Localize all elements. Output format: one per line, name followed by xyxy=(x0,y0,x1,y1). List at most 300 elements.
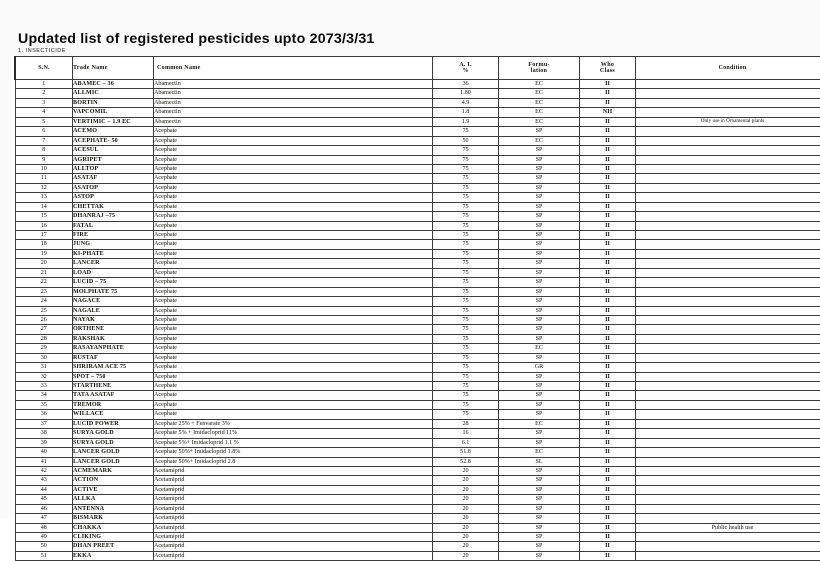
cell-sn xyxy=(15,183,73,192)
cell-sn xyxy=(15,249,73,258)
cell-common-name xyxy=(154,259,433,268)
table-row xyxy=(15,495,820,504)
cell-trade-name-text: NAYAK xyxy=(73,317,153,323)
cell-sn xyxy=(15,202,73,211)
cell-active-ingredient xyxy=(433,231,499,240)
cell-sn-text: 14 xyxy=(16,204,73,210)
cell-trade-name xyxy=(73,287,154,296)
column-header-ai-label: A. I. xyxy=(459,62,472,68)
cell-who-class-text: II xyxy=(580,175,635,181)
cell-condition xyxy=(636,268,820,277)
cell-trade-name xyxy=(73,202,154,211)
cell-formulation xyxy=(499,221,580,230)
cell-active-ingredient xyxy=(433,353,499,362)
table-row xyxy=(15,410,820,419)
cell-who-class xyxy=(580,514,636,523)
cell-sn-text: 39 xyxy=(16,440,73,446)
cell-common-name xyxy=(154,183,433,192)
cell-who-class-text: II xyxy=(580,459,635,465)
cell-active-ingredient-text: 75 xyxy=(433,157,498,163)
cell-sn xyxy=(15,410,73,419)
cell-common-name xyxy=(154,221,433,230)
cell-trade-name xyxy=(73,278,154,287)
cell-who-class-text: II xyxy=(580,506,635,512)
table-row xyxy=(15,249,820,258)
cell-active-ingredient xyxy=(433,400,499,409)
cell-sn-text: 28 xyxy=(16,336,73,342)
cell-trade-name-text: ACEPHATE- 50 xyxy=(73,138,153,144)
cell-formulation xyxy=(499,249,580,258)
cell-trade-name xyxy=(73,174,154,183)
cell-formulation-text: SP xyxy=(536,260,543,266)
column-header-common-name-label: Common Name xyxy=(157,65,201,71)
cell-formulation xyxy=(499,391,580,400)
table-row xyxy=(15,466,820,475)
cell-who-class-text: II xyxy=(580,147,635,153)
cell-formulation xyxy=(499,155,580,164)
cell-trade-name xyxy=(73,448,154,457)
cell-who-class-text: II xyxy=(580,336,635,342)
cell-condition xyxy=(636,164,820,173)
cell-sn-text: 3 xyxy=(16,100,73,106)
cell-trade-name-text: FATAL xyxy=(73,223,153,229)
cell-common-name xyxy=(154,485,433,494)
cell-trade-name xyxy=(73,136,154,145)
cell-sn-text: 43 xyxy=(16,477,73,483)
cell-who-class-text: II xyxy=(580,90,635,96)
cell-common-name-text: Acetamiprid xyxy=(154,534,432,540)
cell-formulation-text: SP xyxy=(536,157,543,163)
cell-active-ingredient xyxy=(433,457,499,466)
cell-active-ingredient-text: 20 xyxy=(433,534,498,540)
cell-formulation xyxy=(499,504,580,513)
cell-who-class xyxy=(580,183,636,192)
cell-active-ingredient xyxy=(433,240,499,249)
cell-who-class xyxy=(580,146,636,155)
cell-common-name xyxy=(154,146,433,155)
cell-common-name-text: Acetamiprid xyxy=(154,515,432,521)
cell-active-ingredient-text: 20 xyxy=(433,553,498,559)
cell-condition xyxy=(636,334,820,343)
cell-formulation xyxy=(499,89,580,98)
cell-trade-name xyxy=(73,514,154,523)
cell-condition xyxy=(636,297,820,306)
cell-condition xyxy=(636,108,820,117)
cell-sn-text: 32 xyxy=(16,374,73,380)
cell-who-class-text: II xyxy=(580,421,635,427)
cell-trade-name xyxy=(73,259,154,268)
cell-trade-name xyxy=(73,542,154,551)
table-row xyxy=(15,287,820,296)
cell-formulation xyxy=(499,514,580,523)
cell-sn xyxy=(15,212,73,221)
cell-sn xyxy=(15,363,73,372)
cell-sn xyxy=(15,448,73,457)
cell-active-ingredient-text: 75 xyxy=(433,251,498,257)
cell-active-ingredient xyxy=(433,334,499,343)
cell-trade-name xyxy=(73,89,154,98)
cell-who-class-text: II xyxy=(580,449,635,455)
cell-sn-text: 9 xyxy=(16,157,73,163)
cell-active-ingredient xyxy=(433,344,499,353)
cell-who-class xyxy=(580,400,636,409)
cell-common-name-text: Acephate xyxy=(154,128,432,134)
cell-sn-text: 36 xyxy=(16,411,73,417)
cell-formulation-text: SP xyxy=(536,289,543,295)
table-body xyxy=(15,80,820,561)
cell-trade-name xyxy=(73,485,154,494)
cell-formulation-text: EC xyxy=(535,81,543,87)
cell-who-class-text: II xyxy=(580,440,635,446)
cell-sn-text: 47 xyxy=(16,515,73,521)
cell-sn-text: 37 xyxy=(16,421,73,427)
cell-sn-text: 11 xyxy=(16,175,73,181)
cell-condition xyxy=(636,98,820,107)
table-row xyxy=(15,212,820,221)
cell-common-name-text: Acephate xyxy=(154,364,432,370)
cell-active-ingredient-text: 51.8 xyxy=(433,449,498,455)
cell-common-name-text: Acephate 5% + Imidacloprid 11% xyxy=(154,430,432,436)
cell-common-name-text: Acephate xyxy=(154,194,432,200)
cell-common-name xyxy=(154,127,433,136)
cell-trade-name-text: BISMARK xyxy=(73,515,153,521)
cell-who-class-text: II xyxy=(580,251,635,257)
cell-who-class-text: II xyxy=(580,477,635,483)
cell-trade-name-text: SHRIRAM ACE 75 xyxy=(73,364,153,370)
cell-formulation-text: SP xyxy=(536,506,543,512)
cell-sn xyxy=(15,551,73,560)
cell-active-ingredient xyxy=(433,542,499,551)
cell-sn xyxy=(15,542,73,551)
table-row xyxy=(15,80,820,89)
cell-trade-name-text: ORTHENE xyxy=(73,326,153,332)
cell-formulation-text: SP xyxy=(536,308,543,314)
cell-trade-name-text: SURYA GOLD xyxy=(73,440,153,446)
cell-sn xyxy=(15,231,73,240)
cell-who-class xyxy=(580,98,636,107)
cell-active-ingredient xyxy=(433,315,499,324)
cell-who-class xyxy=(580,89,636,98)
cell-sn-text: 51 xyxy=(16,553,73,559)
cell-sn xyxy=(15,221,73,230)
cell-active-ingredient-text: 75 xyxy=(433,345,498,351)
cell-trade-name-text: SURYA GOLD xyxy=(73,430,153,436)
cell-condition xyxy=(636,372,820,381)
column-header-condition xyxy=(636,57,820,80)
pesticides-table-container xyxy=(14,56,818,561)
cell-trade-name-text: VERTIMIC – 1.9 EC xyxy=(73,119,153,125)
cell-formulation-text: EC xyxy=(535,90,543,96)
cell-common-name xyxy=(154,448,433,457)
cell-trade-name xyxy=(73,382,154,391)
cell-who-class-text: II xyxy=(580,223,635,229)
cell-active-ingredient xyxy=(433,98,499,107)
cell-formulation xyxy=(499,306,580,315)
cell-formulation xyxy=(499,117,580,126)
cell-trade-name-text: LANCER GOLD xyxy=(73,459,153,465)
cell-formulation xyxy=(499,164,580,173)
cell-condition xyxy=(636,429,820,438)
cell-common-name-text: Acephate xyxy=(154,223,432,229)
cell-trade-name-text: LANCER xyxy=(73,260,153,266)
cell-trade-name-text: EKKA xyxy=(73,553,153,559)
cell-trade-name-text: CHETTAK xyxy=(73,204,153,210)
cell-formulation-text: SP xyxy=(536,515,543,521)
table-row xyxy=(15,146,820,155)
cell-active-ingredient-text: 75 xyxy=(433,213,498,219)
cell-active-ingredient-text: 20 xyxy=(433,515,498,521)
cell-common-name-text: Acetamiprid xyxy=(154,487,432,493)
cell-active-ingredient xyxy=(433,297,499,306)
cell-who-class xyxy=(580,212,636,221)
cell-formulation-text: SP xyxy=(536,553,543,559)
table-row xyxy=(15,268,820,277)
cell-who-class-text: II xyxy=(580,487,635,493)
cell-condition xyxy=(636,382,820,391)
cell-sn xyxy=(15,193,73,202)
table-row xyxy=(15,419,820,428)
cell-active-ingredient-text: 20 xyxy=(433,525,498,531)
cell-formulation xyxy=(499,136,580,145)
cell-trade-name-text: MOLPHATE 75 xyxy=(73,289,153,295)
cell-active-ingredient-text: 20 xyxy=(433,468,498,474)
cell-who-class xyxy=(580,297,636,306)
cell-who-class-text: II xyxy=(580,204,635,210)
cell-trade-name xyxy=(73,315,154,324)
cell-formulation xyxy=(499,523,580,532)
cell-trade-name-text: FIRE xyxy=(73,232,153,238)
cell-sn-text: 7 xyxy=(16,138,73,144)
cell-sn xyxy=(15,523,73,532)
cell-who-class xyxy=(580,268,636,277)
cell-who-class xyxy=(580,485,636,494)
table-row xyxy=(15,174,820,183)
cell-who-class-text: II xyxy=(580,241,635,247)
cell-active-ingredient-text: 28 xyxy=(433,421,498,427)
cell-common-name xyxy=(154,514,433,523)
cell-common-name xyxy=(154,89,433,98)
cell-active-ingredient-text: 20 xyxy=(433,506,498,512)
cell-sn xyxy=(15,108,73,117)
table-row xyxy=(15,155,820,164)
cell-active-ingredient-text: 6.1 xyxy=(433,440,498,446)
cell-active-ingredient-text: 75 xyxy=(433,128,498,134)
cell-active-ingredient-text: 75 xyxy=(433,317,498,323)
cell-sn-text: 4 xyxy=(16,109,73,115)
cell-sn-text: 35 xyxy=(16,402,73,408)
column-header-common-name xyxy=(154,57,433,80)
cell-sn xyxy=(15,457,73,466)
cell-sn xyxy=(15,278,73,287)
cell-who-class-text: II xyxy=(580,525,635,531)
cell-trade-name xyxy=(73,117,154,126)
cell-sn-text: 29 xyxy=(16,345,73,351)
cell-trade-name xyxy=(73,429,154,438)
cell-active-ingredient xyxy=(433,117,499,126)
cell-sn-text: 2 xyxy=(16,90,73,96)
cell-who-class-text: II xyxy=(580,345,635,351)
cell-sn xyxy=(15,400,73,409)
cell-formulation xyxy=(499,457,580,466)
cell-active-ingredient xyxy=(433,155,499,164)
cell-formulation xyxy=(499,551,580,560)
cell-sn-text: 5 xyxy=(16,119,73,125)
table-row xyxy=(15,297,820,306)
cell-active-ingredient xyxy=(433,249,499,258)
cell-who-class-text: II xyxy=(580,515,635,521)
cell-sn xyxy=(15,429,73,438)
cell-who-class-text: II xyxy=(580,157,635,163)
cell-formulation-text: EC xyxy=(535,100,543,106)
table-row xyxy=(15,108,820,117)
cell-who-class-text: II xyxy=(580,298,635,304)
cell-formulation xyxy=(499,183,580,192)
cell-condition xyxy=(636,551,820,560)
cell-sn xyxy=(15,325,73,334)
cell-common-name-text: Acephate xyxy=(154,289,432,295)
cell-active-ingredient xyxy=(433,485,499,494)
table-row xyxy=(15,457,820,466)
cell-common-name-text: Acephate xyxy=(154,157,432,163)
cell-who-class xyxy=(580,533,636,542)
cell-active-ingredient xyxy=(433,495,499,504)
cell-who-class xyxy=(580,193,636,202)
cell-who-class xyxy=(580,476,636,485)
cell-common-name-text: Acetamiprid xyxy=(154,506,432,512)
cell-formulation-text: SP xyxy=(536,383,543,389)
table-row xyxy=(15,363,820,372)
cell-common-name xyxy=(154,278,433,287)
cell-active-ingredient-text: 1.9 xyxy=(433,119,498,125)
cell-condition xyxy=(636,391,820,400)
cell-who-class xyxy=(580,344,636,353)
column-header-who-class xyxy=(580,57,636,80)
cell-sn-text: 45 xyxy=(16,496,73,502)
cell-common-name-text: Acephate 50%+ Imidacloprid 1.8% xyxy=(154,449,432,455)
cell-common-name-text: Acephate xyxy=(154,232,432,238)
cell-common-name-text: Abamectin xyxy=(154,90,432,96)
column-header-who-label: Who xyxy=(601,62,614,68)
table-row xyxy=(15,382,820,391)
cell-trade-name xyxy=(73,221,154,230)
cell-who-class xyxy=(580,372,636,381)
cell-who-class xyxy=(580,221,636,230)
cell-active-ingredient-text: 16 xyxy=(433,430,498,436)
cell-formulation xyxy=(499,410,580,419)
cell-who-class xyxy=(580,278,636,287)
cell-who-class xyxy=(580,504,636,513)
cell-sn xyxy=(15,485,73,494)
cell-common-name-text: Acephate xyxy=(154,213,432,219)
table-row xyxy=(15,542,820,551)
cell-formulation xyxy=(499,259,580,268)
cell-who-class xyxy=(580,249,636,258)
cell-common-name xyxy=(154,334,433,343)
cell-common-name xyxy=(154,249,433,258)
cell-condition xyxy=(636,231,820,240)
cell-formulation xyxy=(499,400,580,409)
cell-sn xyxy=(15,438,73,447)
cell-who-class xyxy=(580,117,636,126)
cell-sn-text: 10 xyxy=(16,166,73,172)
cell-trade-name xyxy=(73,334,154,343)
cell-active-ingredient xyxy=(433,202,499,211)
cell-who-class-text: II xyxy=(580,138,635,144)
table-header xyxy=(15,57,820,80)
cell-trade-name xyxy=(73,504,154,513)
cell-condition xyxy=(636,495,820,504)
column-header-formulation-label: Formu- xyxy=(528,62,549,68)
cell-trade-name-text: BORTIN xyxy=(73,100,153,106)
cell-who-class-text: II xyxy=(580,185,635,191)
cell-trade-name xyxy=(73,80,154,89)
cell-condition-text: Only use in Ornamental plants xyxy=(701,118,764,124)
cell-trade-name xyxy=(73,344,154,353)
cell-active-ingredient xyxy=(433,80,499,89)
cell-sn-text: 26 xyxy=(16,317,73,323)
cell-active-ingredient-text: 75 xyxy=(433,383,498,389)
cell-formulation-text: SP xyxy=(536,279,543,285)
cell-condition xyxy=(636,221,820,230)
cell-who-class xyxy=(580,429,636,438)
cell-trade-name xyxy=(73,457,154,466)
cell-who-class xyxy=(580,325,636,334)
cell-sn-text: 42 xyxy=(16,468,73,474)
cell-who-class-text: II xyxy=(580,100,635,106)
cell-sn-text: 30 xyxy=(16,355,73,361)
table-row xyxy=(15,334,820,343)
cell-who-class-text: NH xyxy=(580,109,635,115)
cell-sn-text: 41 xyxy=(16,459,73,465)
table-row xyxy=(15,315,820,324)
cell-trade-name-text: SPOT – 750 xyxy=(73,374,153,380)
cell-common-name-text: Acetamiprid xyxy=(154,477,432,483)
cell-who-class-text: II xyxy=(580,232,635,238)
cell-common-name xyxy=(154,476,433,485)
cell-active-ingredient xyxy=(433,127,499,136)
cell-trade-name xyxy=(73,212,154,221)
cell-formulation-text: EC xyxy=(535,109,543,115)
table-row xyxy=(15,136,820,145)
cell-formulation-text: SP xyxy=(536,241,543,247)
cell-sn xyxy=(15,466,73,475)
cell-formulation xyxy=(499,382,580,391)
cell-formulation xyxy=(499,363,580,372)
cell-common-name-text: Acephate xyxy=(154,411,432,417)
cell-who-class xyxy=(580,164,636,173)
cell-who-class-text: II xyxy=(580,81,635,87)
cell-trade-name xyxy=(73,551,154,560)
cell-formulation-text: SP xyxy=(536,487,543,493)
table-row xyxy=(15,514,820,523)
cell-sn xyxy=(15,259,73,268)
cell-sn-text: 38 xyxy=(16,430,73,436)
cell-condition xyxy=(636,466,820,475)
cell-active-ingredient-text: 20 xyxy=(433,496,498,502)
cell-sn xyxy=(15,89,73,98)
cell-who-class xyxy=(580,108,636,117)
cell-formulation-text: SP xyxy=(536,128,543,134)
cell-who-class-text: II xyxy=(580,308,635,314)
cell-trade-name-text: ACMEMARK xyxy=(73,468,153,474)
cell-sn-text: 6 xyxy=(16,128,73,134)
cell-common-name xyxy=(154,551,433,560)
table-row xyxy=(15,117,820,126)
cell-condition xyxy=(636,533,820,542)
cell-formulation xyxy=(499,174,580,183)
cell-active-ingredient-text: 20 xyxy=(433,477,498,483)
cell-trade-name xyxy=(73,400,154,409)
